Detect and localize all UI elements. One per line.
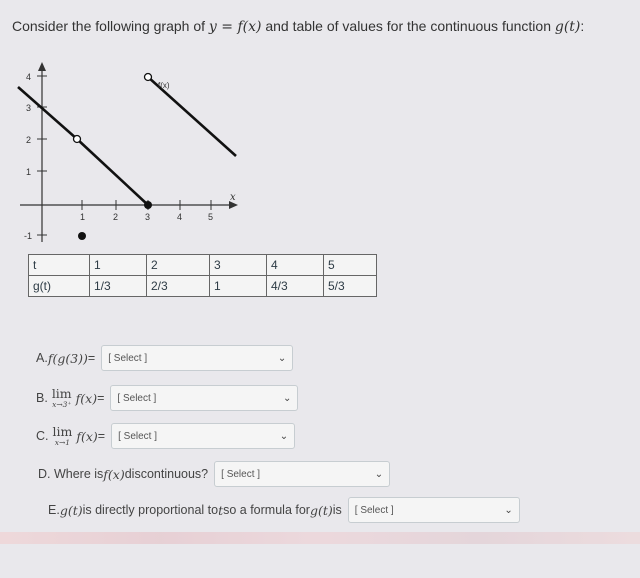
- values-table: [28, 254, 377, 297]
- table-cell: 1/3: [90, 276, 147, 297]
- function-graph: [0, 60, 250, 250]
- table-cell: g(t): [29, 276, 90, 297]
- item-prefix: A.: [36, 351, 48, 365]
- question-part: Consider the following graph of: [12, 18, 209, 34]
- chevron-down-icon: ⌄: [283, 392, 292, 404]
- y-tick-label: 1: [26, 167, 32, 177]
- item-expression: f(x): [75, 390, 98, 406]
- item-text: is: [332, 503, 342, 517]
- select-b[interactable]: [110, 385, 298, 411]
- chevron-down-icon: ⌄: [277, 352, 287, 364]
- limit-word: lim: [52, 423, 73, 439]
- x-tick-label: 4: [177, 212, 183, 222]
- item-text: is directly proportional to: [82, 503, 219, 517]
- function-label: f(x): [158, 81, 170, 90]
- select-c[interactable]: [111, 423, 295, 449]
- equals-sign: =: [97, 391, 105, 405]
- item-prefix: B.: [36, 391, 48, 405]
- limit-word: lim: [51, 385, 72, 401]
- open-point: [74, 136, 81, 143]
- chevron-down-icon: ⌄: [279, 430, 289, 442]
- x-tick-label: 2: [113, 212, 119, 222]
- select-placeholder: [ Select ]: [118, 430, 158, 442]
- item-text: D. Where is: [38, 467, 104, 481]
- table-cell: 5/3: [324, 276, 377, 297]
- item-expression: f(x): [76, 428, 98, 444]
- table-cell: 3: [210, 255, 267, 276]
- question-e: [48, 497, 520, 523]
- f-segment-2: [77, 139, 148, 205]
- limit-subscript: x→3⁺: [52, 400, 72, 409]
- limit-notation: [51, 385, 72, 409]
- equals-sign: =: [87, 351, 96, 365]
- table-cell: 4/3: [267, 276, 324, 297]
- select-d[interactable]: [214, 461, 390, 487]
- question-math-f: y = f(x): [208, 19, 262, 35]
- closed-point: [144, 201, 152, 209]
- select-placeholder: [ Select ]: [108, 352, 148, 364]
- select-placeholder: [ Select ]: [117, 392, 157, 404]
- y-tick-label: 4: [26, 72, 32, 82]
- item-text: so a formula for: [223, 503, 310, 517]
- select-a[interactable]: [101, 345, 293, 371]
- item-expression: f(x): [103, 466, 125, 482]
- item-expression: g(t): [309, 502, 333, 518]
- question-a: [36, 345, 293, 371]
- table-row: [29, 276, 377, 297]
- open-point: [145, 74, 152, 81]
- table-cell: 4: [267, 255, 324, 276]
- f-segment-1: [18, 87, 77, 139]
- closed-point: [78, 232, 86, 240]
- select-placeholder: [ Select ]: [221, 468, 261, 480]
- limit-subscript: x→1: [54, 438, 71, 447]
- x-tick-label: 3: [145, 212, 151, 222]
- question-c: [36, 423, 295, 449]
- table-cell: 1: [90, 255, 147, 276]
- y-tick-label: 3: [26, 103, 32, 113]
- item-text: E.: [48, 503, 60, 517]
- y-tick-label: 2: [26, 135, 32, 145]
- question-math-g: g(t): [554, 19, 581, 35]
- select-placeholder: [ Select ]: [354, 504, 394, 516]
- table-cell: 5: [324, 255, 377, 276]
- equals-sign: =: [97, 429, 106, 443]
- table-cell: 2/3: [147, 276, 210, 297]
- y-tick-label: -1: [24, 231, 33, 241]
- y-axis-arrow: [38, 62, 46, 71]
- question-text: [12, 18, 584, 35]
- x-tick-label: 5: [208, 212, 214, 222]
- chevron-down-icon: ⌄: [374, 468, 384, 480]
- table-cell: 2: [147, 255, 210, 276]
- x-axis-label: x: [230, 192, 236, 203]
- item-expression: f(g(3)): [47, 350, 88, 366]
- item-expression: g(t): [59, 502, 83, 518]
- table-row: [29, 255, 377, 276]
- item-expression: t: [218, 502, 224, 518]
- question-part: and table of values for the continuous function: [261, 18, 555, 34]
- table-cell: t: [29, 255, 90, 276]
- question-part: :: [580, 18, 585, 34]
- table-cell: 1: [210, 276, 267, 297]
- item-text: discontinuous?: [124, 467, 209, 481]
- bottom-decoration: [0, 532, 640, 544]
- limit-notation: [52, 423, 73, 447]
- select-e[interactable]: [348, 497, 520, 523]
- question-b: [36, 385, 298, 411]
- x-tick-label: 1: [80, 212, 86, 222]
- chevron-down-icon: ⌄: [504, 504, 513, 516]
- question-d: [38, 461, 390, 487]
- item-prefix: C.: [36, 429, 49, 443]
